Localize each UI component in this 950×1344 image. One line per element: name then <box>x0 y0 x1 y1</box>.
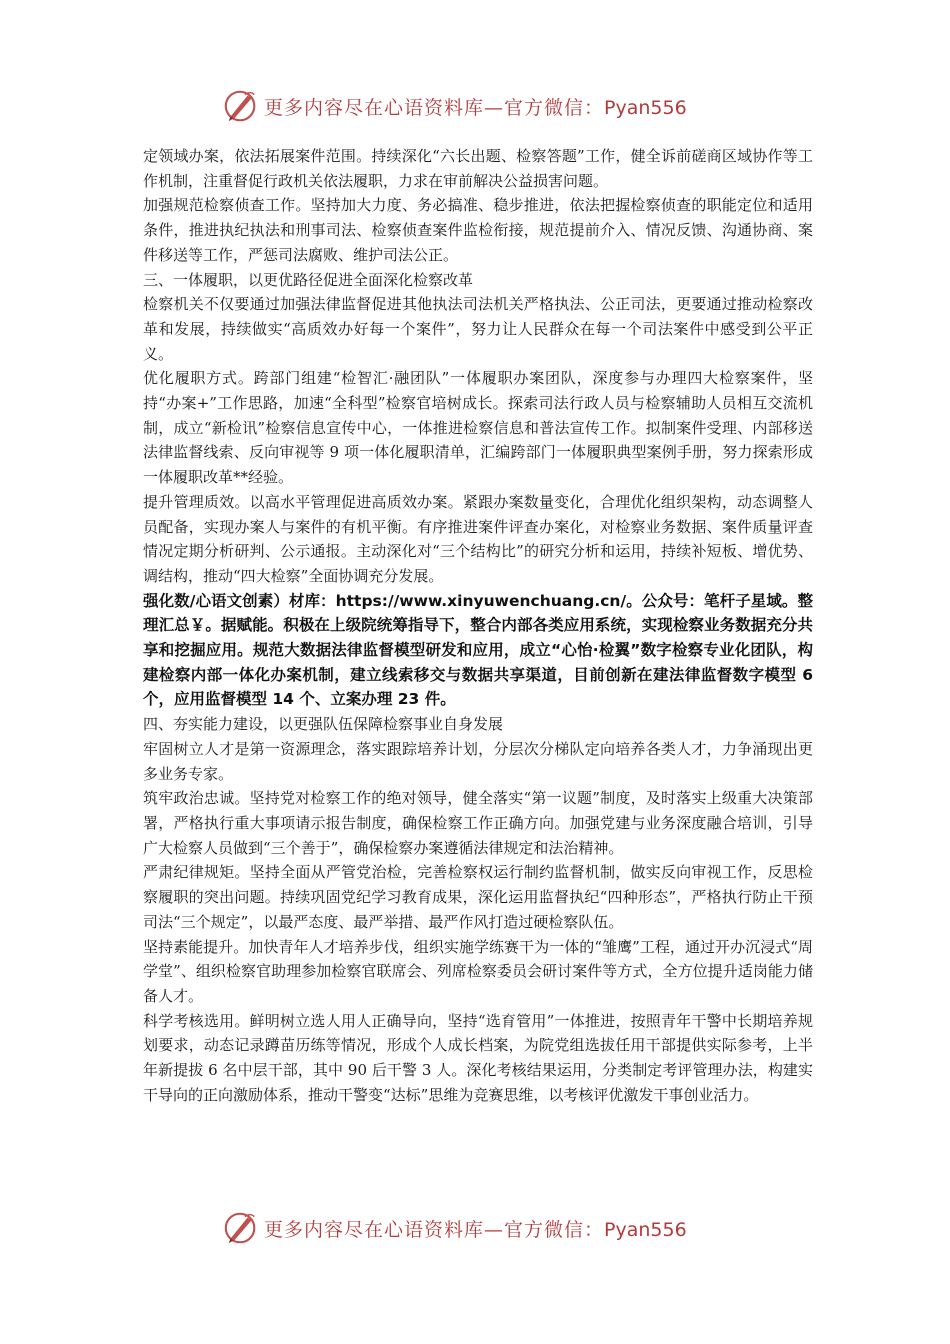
pen-logo-icon <box>222 87 260 125</box>
banner-text-cn: 更多内容尽在心语资料库—官方微信： <box>264 1218 605 1241</box>
paragraph: 提升管理质效。以高水平管理促进高质效办案。紧跟办案数量变化，合理优化组织架构，动态调整人员配备，实现办案人与案件的有机平衡。有序推进案件评查办案化，对检察业务数据、案件质量评查情况定期分析研判、公示通报。主动深化对“三个结构比”的研究分析和运用，持续补短板、增优势、调结构，推动“四大检察”全面协调充分发展。 <box>143 492 813 585</box>
document-body <box>143 144 813 1107</box>
bold-paragraph: 强化数/心语文创素）材库：https://www.xinyuwenchuang.cn/。公众号：笔杆子星域。整理汇总￥。据赋能。积极在上级院统筹指导下，整合内部各类应用系统，实现检察业务数据充分共享和挖掘应用。规范大数据法律监督模型研发和应用，成立“心怡·检翼”数字检察专业化团队，构建检察内部一体化办案机制，建立线索移交与数据共享渠道，目前创新在建法律监督数字模型 6 个，应用监督模型 14 个、立案办理 23 件。 <box>143 591 813 709</box>
paragraph: 科学考核选用。鲜明树立选人用人正确导向，坚持“选育管用”一体推进，按照青年干警中长期培养规划要求，动态记录蹲苗历练等情况，形成个人成长档案，为院党组选拔任用干部提供实际参考，上半年新提拔 6 名中层干部，其中 90 后干警 3 人。深化考核结果运用，分类制定考评管理办法，构建实干导向的正向激励体系，推动干警变“达标”思维为竞赛思维，以考核评优激发干事创业活力。 <box>143 1011 813 1104</box>
banner-wechat-id: Pyan556 <box>604 1218 687 1241</box>
paragraph: 筑牢政治忠诚。坚持党对检察工作的绝对领导，健全落实“第一议题”制度，及时落实上级重大决策部署，严格执行重大事项请示报告制度，确保检察工作正确方向。加强党建与业务深度融合培训，引导广大检察人员做到“三个善于”，确保检察办案遵循法律规定和法治精神。 <box>143 789 813 857</box>
paragraph: 牢固树立人才是第一资源理念，落实跟踪培养计划，分层次分梯队定向培养各类人才，力争涌现出更多业务专家。 <box>143 739 813 783</box>
paragraph: 检察机关不仅要通过加强法律监督促进其他执法司法机关严格执法、公正司法，更要通过推动检察改革和发展，持续做实“高质效办好每一个案件”，努力让人民群众在每一个司法案件中感受到公平正义。 <box>143 295 813 363</box>
banner-wechat-id: Pyan556 <box>604 96 687 119</box>
banner-text <box>264 1215 687 1242</box>
header-banner <box>0 86 950 126</box>
banner-text <box>264 93 687 120</box>
section-heading: 三、一体履职，以更优路径促进全面深化检察改革 <box>143 270 474 289</box>
paragraph: 加强规范检察侦查工作。坚持加大力度、务必搞准、稳步推进，依法把握检察侦查的职能定位和适用条件，推进执纪执法和刑事司法、检察侦查案件监检衔接，规范提前介入、情况反馈、沟通协商、案件移送等工作，严惩司法腐败、维护司法公正。 <box>143 196 813 264</box>
pen-logo-icon <box>222 1209 260 1247</box>
paragraph: 定领域办案，依法拓展案件范围。持续深化“六长出题、检察答题”工作，健全诉前磋商区域协作等工作机制，注重督促行政机关依法履职，力求在审前解决公益损害问题。 <box>143 147 813 190</box>
paragraph: 优化履职方式。跨部门组建“检智汇·融团队”一体履职办案团队，深度参与办理四大检察案件，坚持“办案+”工作思路，加速“全科型”检察官培树成长。探索司法行政人员与检察辅助人员相互交流机制，成立“新检讯”检察信息宣传中心，一体推进检察信息和普法宣传工作。拟制案件受理、内部移送法律监督线索、反向审视等 9 项一体化履职清单，汇编跨部门一体履职典型案例手册，努力探索形成一体履职改革**经验。 <box>143 369 813 487</box>
section-heading: 四、夯实能力建设，以更强队伍保障检察事业自身发展 <box>143 715 504 734</box>
paragraph: 严肃纪律规矩。坚持全面从严管党治检，完善检察权运行制约监督机制，做实反向审视工作，反思检察履职的突出问题。持续巩固党纪学习教育成果，深化运用监督执纪“四种形态”，严格执行防止干预司法“三个规定”，以最严态度、最严举措、最严作风打造过硬检察队伍。 <box>143 863 813 931</box>
banner-text-cn: 更多内容尽在心语资料库—官方微信： <box>264 96 605 119</box>
footer-banner <box>0 1208 950 1248</box>
paragraph: 坚持素能提升。加快青年人才培养步伐，组织实施学练赛干为一体的“雏鹰”工程，通过开办沉浸式“周学堂”、组织检察官助理参加检察官联席会、列席检察委员会研讨案件等方式，全方位提升适岗能力储备人才。 <box>143 937 813 1005</box>
